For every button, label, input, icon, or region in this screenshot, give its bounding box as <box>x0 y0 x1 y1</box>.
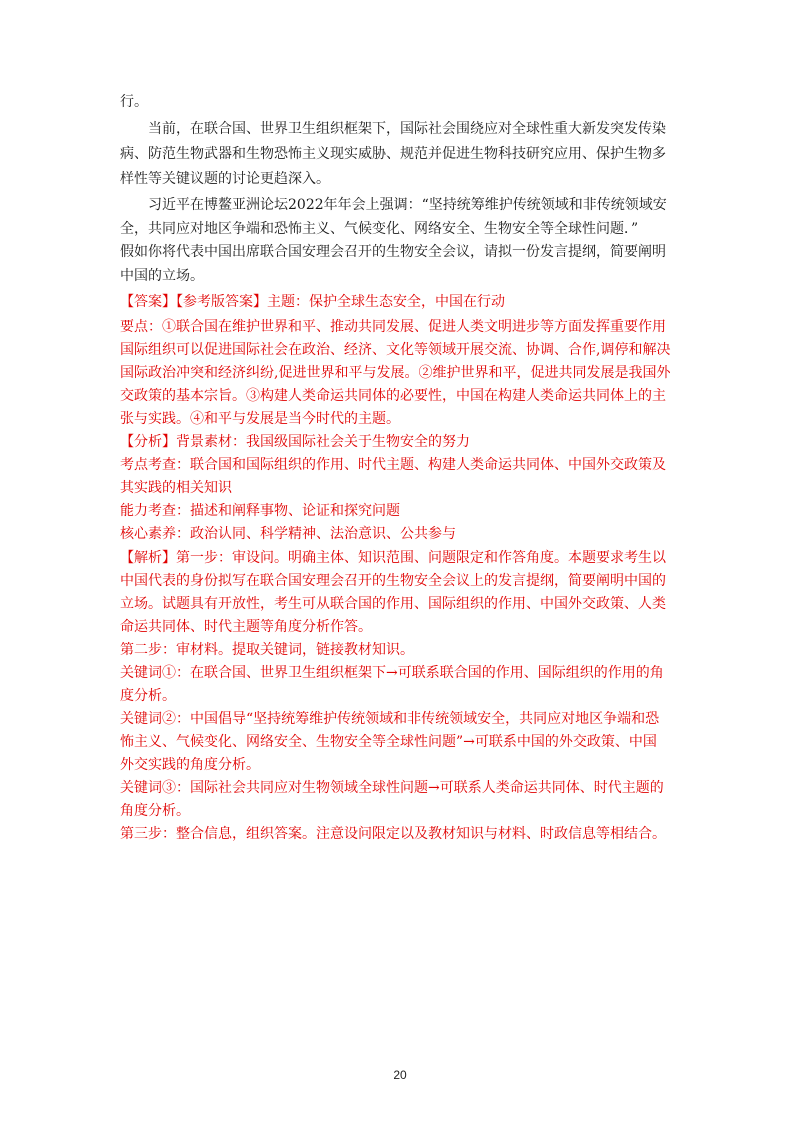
question-line-5: 习近平在博鳌亚洲论坛2022年年会上强调：“坚持统筹维护传统领域和非传统领域安 <box>148 197 667 213</box>
explanation-line: 度分析。 <box>120 688 176 704</box>
explanation-heading: 【解析】第一步：审设问。明确主体、知识范围、问题限定和作答角度。本题要求考生以 <box>120 550 666 566</box>
question-line-4: 样性等关键议题的讨论更趋深入。 <box>120 171 330 187</box>
answer-line: 国际组织可以促进国际社会在政治、经济、文化等领域开展交流、协调、合作,调停和解决 <box>120 342 671 358</box>
explanation-line: 命运共同体、时代主题等角度分析作答。 <box>120 619 372 635</box>
explanation-line: 角度分析。 <box>120 803 190 819</box>
explanation-line: 中国代表的身份拟写在联合国安理会召开的生物安全会议上的发言提纲，简要阐明中国的 <box>120 573 666 589</box>
question-line-8: 中国的立场。 <box>120 268 204 284</box>
explanation-line: 第二步：审材料。提取关键词，链接教材知识。 <box>120 642 414 658</box>
question-line-2: 当前，在联合国、世界卫生组织框架下，国际社会围绕应对全球性重大新发突发传染 <box>148 121 666 137</box>
explanation-line: 第三步：整合信息，组织答案。注意设问限定以及教材知识与材料、时政信息等相结合。 <box>120 826 666 842</box>
question-line-3: 病、防范生物武器和生物恐怖主义现实威胁、规范并促进生物科技研究应用、保护生物多 <box>120 146 666 162</box>
answer-line: 交政策的基本宗旨。③构建人类命运共同体的必要性，中国在构建人类命运共同体上的主 <box>120 388 666 404</box>
page-number: 20 <box>393 1068 407 1082</box>
answer-line: 要点：①联合国在维护世界和平、推动共同发展、促进人类文明进步等方面发挥重要作用 <box>120 319 666 335</box>
answer-line: 张与实践。④和平与发展是当今时代的主题。 <box>120 411 400 427</box>
explanation-line: 关键词③：国际社会共同应对生物领域全球性问题→可联系人类命运共同体、时代主题的 <box>120 780 664 796</box>
question-line-6: 全，共同应对地区争端和恐怖主义、气候变化、网络安全、生物安全等全球性问题．” <box>120 221 639 237</box>
explanation-line: 怖主义、气候变化、网络安全、生物安全等全球性问题”→可联系中国的外交政策、中国 <box>120 734 657 750</box>
explanation-line: 立场。试题具有开放性，考生可从联合国的作用、国际组织的作用、中国外交政策、人类 <box>120 596 666 612</box>
analysis-line: 其实践的相关知识 <box>120 480 232 496</box>
explanation-line: 关键词①：在联合国、世界卫生组织框架下→可联系联合国的作用、国际组织的作用的角 <box>120 665 664 681</box>
explanation-line: 关键词②：中国倡导“坚持统筹维护传统领域和非传统领域安全，共同应对地区争端和恐 <box>120 711 660 727</box>
analysis-line: 考点考查：联合国和国际组织的作用、时代主题、构建人类命运共同体、中国外交政策及 <box>120 457 666 473</box>
answer-line: 国际政治冲突和经济纠纷,促进世界和平与发展。②维护世界和平，促进共同发展是我国外 <box>120 365 671 381</box>
analysis-line: 核心素养：政治认同、科学精神、法治意识、公共参与 <box>120 526 456 542</box>
explanation-line: 外交实践的角度分析。 <box>120 757 260 773</box>
question-line-1: 行。 <box>120 94 148 110</box>
analysis-line: 能力考查：描述和阐释事物、论证和探究问题 <box>120 503 400 519</box>
question-line-7: 假如你将代表中国出席联合国安理会召开的生物安全会议，请拟一份发言提纲，简要阐明 <box>120 244 666 260</box>
answer-heading: 【答案】【参考版答案】主题：保护全球生态安全，中国在行动 <box>120 294 505 310</box>
analysis-heading: 【分析】背景素材：我国级国际社会关于生物安全的努力 <box>120 434 470 450</box>
